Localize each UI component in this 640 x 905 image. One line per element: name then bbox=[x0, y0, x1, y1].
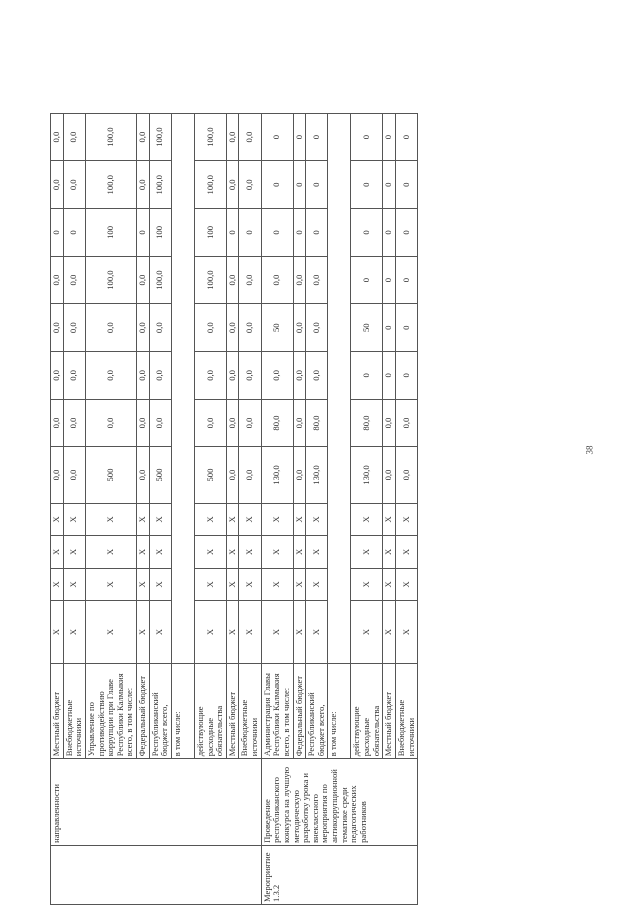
value-cell: X bbox=[351, 601, 383, 664]
value-cell: 0 bbox=[383, 304, 396, 352]
table-row bbox=[51, 66, 64, 905]
value-cell: 0,0 bbox=[63, 399, 85, 447]
value-cell: 80,0 bbox=[351, 399, 383, 447]
value-cell: 0,0 bbox=[137, 447, 150, 503]
value-cell: 0,0 bbox=[239, 352, 261, 400]
value-cell: X bbox=[226, 503, 239, 535]
value-cell: X bbox=[351, 536, 383, 568]
event-title-cell: Проведение республиканского конкурса на лучшую методическую разработку урока и внеклассного мероприятия по антикоррупционной тематике среди педагогических работников bbox=[261, 759, 418, 846]
value-cell: X bbox=[261, 568, 293, 600]
funding-source-cell: Внебюджетные источники bbox=[395, 663, 417, 758]
funding-source-cell: Федеральный бюджет bbox=[293, 663, 306, 758]
value-cell: X bbox=[226, 568, 239, 600]
value-cell: X bbox=[51, 536, 64, 568]
value-cell: 0,0 bbox=[149, 304, 171, 352]
value-cell: X bbox=[137, 601, 150, 664]
funding-source-cell: Местный бюджет bbox=[51, 663, 64, 758]
value-cell: 0,0 bbox=[194, 399, 226, 447]
value-cell: 100 bbox=[85, 209, 136, 257]
value-cell: X bbox=[306, 536, 328, 568]
value-cell: 0 bbox=[383, 161, 396, 209]
rotated-content bbox=[50, 65, 418, 905]
value-cell: 0,0 bbox=[51, 304, 64, 352]
value-cell: 0 bbox=[306, 209, 328, 257]
value-cell: X bbox=[239, 536, 261, 568]
value-cell: X bbox=[149, 601, 171, 664]
event-title-cell: направленности bbox=[51, 759, 262, 846]
value-cell: X bbox=[383, 568, 396, 600]
value-cell: 0,0 bbox=[137, 256, 150, 304]
funding-source-cell: Федеральный бюджет bbox=[137, 663, 150, 758]
value-cell: 0,0 bbox=[51, 447, 64, 503]
value-cell: 0,0 bbox=[239, 256, 261, 304]
funding-source-cell: в том числе: bbox=[171, 663, 194, 758]
value-cell: 100 bbox=[149, 209, 171, 257]
value-cell: 100,0 bbox=[149, 113, 171, 161]
value-cell: 0,0 bbox=[194, 352, 226, 400]
value-cell: 0 bbox=[239, 209, 261, 257]
value-cell: 0 bbox=[306, 161, 328, 209]
value-cell: X bbox=[226, 536, 239, 568]
value-cell: 0,0 bbox=[293, 304, 306, 352]
value-cell: 0,0 bbox=[395, 447, 417, 503]
value-cell: 0,0 bbox=[226, 161, 239, 209]
funding-source-cell: Внебюджетные источники bbox=[63, 663, 85, 758]
funding-source-cell: Республиканский бюджет всего, bbox=[306, 663, 328, 758]
value-cell: 0 bbox=[51, 209, 64, 257]
value-cell: X bbox=[383, 536, 396, 568]
value-cell: 130,0 bbox=[306, 447, 328, 503]
value-cell: X bbox=[85, 568, 136, 600]
value-cell: 100,0 bbox=[194, 161, 226, 209]
value-cell: 0,0 bbox=[63, 161, 85, 209]
value-cell: 0 bbox=[306, 113, 328, 161]
value-cell: 0,0 bbox=[383, 447, 396, 503]
value-cell: 100,0 bbox=[85, 113, 136, 161]
value-cell: X bbox=[306, 601, 328, 664]
value-cell: 0 bbox=[351, 352, 383, 400]
value-cell: 0 bbox=[351, 209, 383, 257]
value-cell: 0,0 bbox=[137, 399, 150, 447]
value-cell: 0,0 bbox=[63, 447, 85, 503]
value-cell: X bbox=[149, 536, 171, 568]
value-cell: 0,0 bbox=[306, 352, 328, 400]
value-cell: 100,0 bbox=[85, 256, 136, 304]
value-cell: X bbox=[63, 503, 85, 535]
value-cell: 0,0 bbox=[226, 256, 239, 304]
funding-source-cell: Республиканский бюджет всего, bbox=[149, 663, 171, 758]
value-cell: 0,0 bbox=[226, 447, 239, 503]
value-cell: X bbox=[194, 503, 226, 535]
value-cell: X bbox=[351, 568, 383, 600]
table-body bbox=[51, 66, 418, 905]
value-cell: 0,0 bbox=[226, 352, 239, 400]
value-cell: X bbox=[85, 601, 136, 664]
value-cell: X bbox=[51, 503, 64, 535]
funding-source-cell: в том числе: bbox=[328, 663, 351, 758]
value-cell: 0,0 bbox=[194, 304, 226, 352]
value-cell: X bbox=[51, 601, 64, 664]
value-cell: 0 bbox=[395, 304, 417, 352]
value-cell: X bbox=[51, 568, 64, 600]
value-cell: 0 bbox=[226, 209, 239, 257]
value-cell: X bbox=[137, 503, 150, 535]
value-cell: 130,0 bbox=[261, 447, 293, 503]
value-cell: 500 bbox=[149, 447, 171, 503]
value-cell: 100,0 bbox=[194, 113, 226, 161]
value-cell: 0 bbox=[63, 209, 85, 257]
funding-source-cell: Администрация Главы Республики Калмыкия всего, в том числе: bbox=[261, 663, 293, 758]
value-cell: 0,0 bbox=[239, 447, 261, 503]
value-cell: X bbox=[226, 601, 239, 664]
value-cell: X bbox=[261, 536, 293, 568]
value-cell: X bbox=[85, 536, 136, 568]
value-cell: X bbox=[194, 536, 226, 568]
funding-source-cell: Управление по противодействию коррупции при Главе Республики Калмыкия всего, в том числе: bbox=[85, 663, 136, 758]
value-cell: 0 bbox=[293, 113, 306, 161]
value-cell: 0,0 bbox=[137, 113, 150, 161]
value-cell: X bbox=[63, 536, 85, 568]
value-cell: 0 bbox=[383, 352, 396, 400]
value-cell: 0,0 bbox=[293, 399, 306, 447]
value-cell: X bbox=[194, 601, 226, 664]
event-label-cell: Мероприятие 1.3.2 bbox=[261, 845, 418, 904]
value-cell: X bbox=[395, 503, 417, 535]
value-cell: X bbox=[293, 536, 306, 568]
value-cell: 0 bbox=[383, 113, 396, 161]
value-cell: 0,0 bbox=[63, 304, 85, 352]
value-cell: 0,0 bbox=[239, 161, 261, 209]
value-cell: 0 bbox=[395, 113, 417, 161]
funding-source-cell: действующие расходные обязательства bbox=[194, 663, 226, 758]
page-number: 38 bbox=[584, 445, 595, 455]
budget-table bbox=[50, 65, 418, 905]
value-cell: X bbox=[383, 503, 396, 535]
value-cell: X bbox=[239, 568, 261, 600]
value-cell: 0,0 bbox=[63, 113, 85, 161]
value-cell: X bbox=[261, 503, 293, 535]
value-cell: 0,0 bbox=[51, 256, 64, 304]
value-cell: 100,0 bbox=[149, 256, 171, 304]
value-cell: 0,0 bbox=[261, 352, 293, 400]
value-cell: 0,0 bbox=[226, 304, 239, 352]
value-cell: 0,0 bbox=[239, 399, 261, 447]
value-cell: X bbox=[239, 503, 261, 535]
value-cell: 0,0 bbox=[293, 352, 306, 400]
value-cell: X bbox=[239, 601, 261, 664]
value-cell: X bbox=[63, 568, 85, 600]
value-cell: 0,0 bbox=[51, 399, 64, 447]
value-cell: 0 bbox=[395, 352, 417, 400]
funding-source-cell: Местный бюджет bbox=[383, 663, 396, 758]
value-cell: 0,0 bbox=[137, 304, 150, 352]
value-cell: 0,0 bbox=[85, 304, 136, 352]
empty-cell bbox=[328, 113, 351, 663]
value-cell: X bbox=[261, 601, 293, 664]
value-cell: 0,0 bbox=[51, 113, 64, 161]
value-cell: 0 bbox=[351, 161, 383, 209]
value-cell: 0 bbox=[293, 161, 306, 209]
value-cell: X bbox=[137, 536, 150, 568]
table-row bbox=[261, 66, 293, 905]
value-cell: 0,0 bbox=[85, 399, 136, 447]
value-cell: 0 bbox=[395, 256, 417, 304]
value-cell: 0,0 bbox=[306, 256, 328, 304]
value-cell: 0,0 bbox=[226, 113, 239, 161]
value-cell: 0,0 bbox=[63, 352, 85, 400]
value-cell: X bbox=[137, 568, 150, 600]
value-cell: 80,0 bbox=[306, 399, 328, 447]
value-cell: X bbox=[395, 568, 417, 600]
value-cell: X bbox=[395, 536, 417, 568]
value-cell: 0 bbox=[351, 113, 383, 161]
value-cell: 0,0 bbox=[51, 161, 64, 209]
funding-source-cell: действующие расходные обязательства bbox=[351, 663, 383, 758]
funding-source-cell: Внебюджетные источники bbox=[239, 663, 261, 758]
value-cell: 0,0 bbox=[261, 256, 293, 304]
value-cell: X bbox=[395, 601, 417, 664]
value-cell: 0,0 bbox=[293, 256, 306, 304]
value-cell: 0 bbox=[395, 161, 417, 209]
value-cell: 0,0 bbox=[149, 399, 171, 447]
value-cell: 500 bbox=[85, 447, 136, 503]
value-cell: X bbox=[194, 568, 226, 600]
value-cell: X bbox=[293, 601, 306, 664]
value-cell: 0,0 bbox=[239, 304, 261, 352]
value-cell: 50 bbox=[261, 304, 293, 352]
value-cell: X bbox=[85, 503, 136, 535]
value-cell: 0 bbox=[383, 256, 396, 304]
value-cell: 0,0 bbox=[306, 304, 328, 352]
value-cell: 0 bbox=[383, 209, 396, 257]
value-cell: 0,0 bbox=[137, 352, 150, 400]
value-cell: 0 bbox=[261, 113, 293, 161]
value-cell: 100,0 bbox=[194, 256, 226, 304]
value-cell: X bbox=[149, 568, 171, 600]
value-cell: 500 bbox=[194, 447, 226, 503]
value-cell: 0 bbox=[137, 209, 150, 257]
value-cell: X bbox=[383, 601, 396, 664]
value-cell: 100 bbox=[194, 209, 226, 257]
value-cell: X bbox=[351, 503, 383, 535]
value-cell: 0,0 bbox=[293, 447, 306, 503]
value-cell: X bbox=[293, 503, 306, 535]
value-cell: X bbox=[306, 503, 328, 535]
funding-source-cell: Местный бюджет bbox=[226, 663, 239, 758]
value-cell: 0 bbox=[261, 209, 293, 257]
value-cell: 80,0 bbox=[261, 399, 293, 447]
value-cell: X bbox=[149, 503, 171, 535]
value-cell: 50 bbox=[351, 304, 383, 352]
value-cell: 0 bbox=[351, 256, 383, 304]
value-cell: 0,0 bbox=[226, 399, 239, 447]
value-cell: 0,0 bbox=[85, 352, 136, 400]
value-cell: 0,0 bbox=[51, 352, 64, 400]
value-cell: 0,0 bbox=[63, 256, 85, 304]
value-cell: 100,0 bbox=[85, 161, 136, 209]
value-cell: 0,0 bbox=[383, 399, 396, 447]
value-cell: X bbox=[293, 568, 306, 600]
value-cell: 0 bbox=[293, 209, 306, 257]
value-cell: 0,0 bbox=[137, 161, 150, 209]
value-cell: X bbox=[63, 601, 85, 664]
value-cell: 100,0 bbox=[149, 161, 171, 209]
event-label-cell bbox=[51, 845, 262, 904]
value-cell: 0 bbox=[395, 209, 417, 257]
value-cell: 0,0 bbox=[395, 399, 417, 447]
value-cell: 0,0 bbox=[239, 113, 261, 161]
empty-cell bbox=[171, 113, 194, 663]
value-cell: 0,0 bbox=[149, 352, 171, 400]
value-cell: 130,0 bbox=[351, 447, 383, 503]
value-cell: 0 bbox=[261, 161, 293, 209]
value-cell: X bbox=[306, 568, 328, 600]
